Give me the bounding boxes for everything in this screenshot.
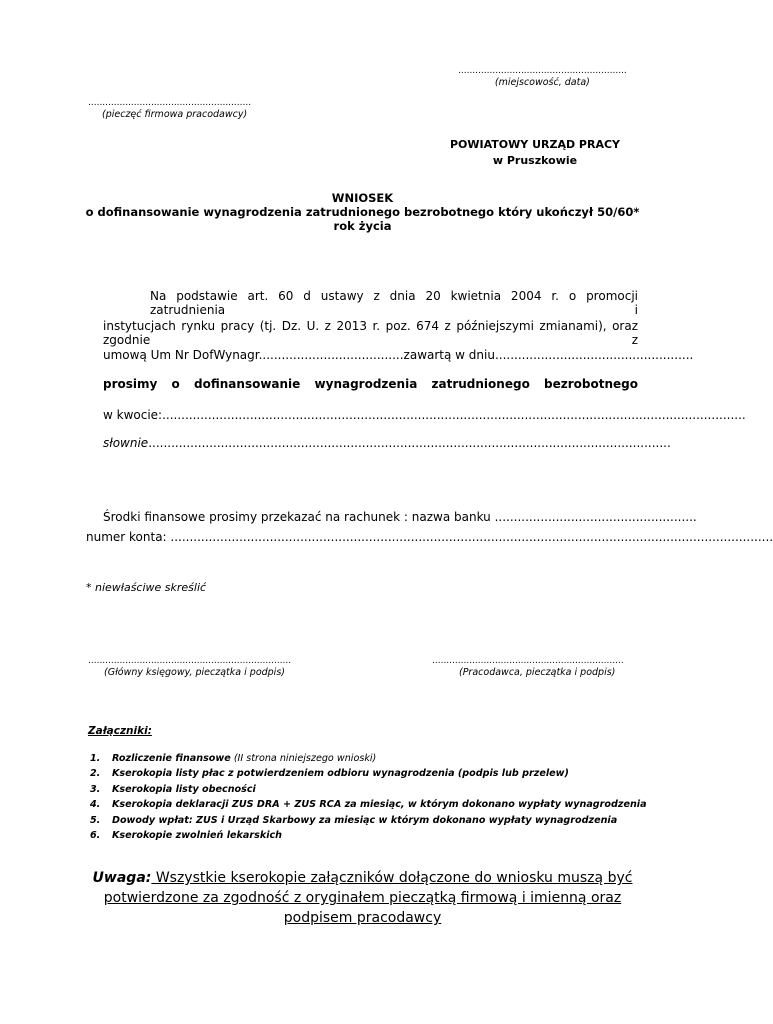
list-item: 1. Rozliczenie finansowe (II strona niniejszego wnioski) — [90, 753, 377, 764]
place-date-field[interactable] — [458, 66, 627, 88]
note-label: Uwaga: — [92, 870, 152, 886]
amount-in-words-dots: ......................................................................................................................................... — [148, 436, 671, 450]
account-number-field[interactable]: numer konta: .............................................................................................................................................................. — [86, 530, 773, 544]
title-line-1: WNIOSEK — [331, 191, 394, 205]
agreement-field[interactable]: umową Um Nr DofWynagr......................................zawartą w dniu.................................................... — [103, 348, 694, 362]
body-line-1: Na podstawie art. 60 d ustawy z dnia 20 kwietnia 2004 r. o promocji zatrudnienia i — [150, 289, 638, 317]
attachments-list — [90, 751, 647, 843]
bank-name-field[interactable]: Środki finansowe prosimy przekazać na rachunek : nazwa banku ..................................................... — [103, 510, 697, 524]
place-date-dots: ........................................................... — [458, 66, 627, 76]
accountant-signature-field[interactable] — [88, 656, 291, 678]
employer-signature-dots: ................................................................... — [432, 656, 624, 666]
footnote: * niewłaściwe skreślić — [86, 581, 207, 594]
title-line-3: rok życia — [333, 219, 392, 233]
body-line-2: instytucjach rynku pracy (tj. Dz. U. z 2013 r. poz. 674 z późniejszymi zmianami), oraz zgodnie z — [103, 319, 638, 347]
list-item: 4. Kserokopia deklaracji ZUS DRA + ZUS RCA za miesiąc, w którym dokonano wypłaty wynagrodzenia — [90, 799, 647, 811]
list-item: 3. Kserokopia listy obecności — [90, 783, 256, 795]
list-item: 6. Kserokopie zwolnień lekarskich — [90, 829, 283, 841]
office-name: POWIATOWY URZĄD PRACY — [449, 138, 621, 151]
request-statement: prosimy o dofinansowanie wynagrodzenia zatrudnionego bezrobotnego — [103, 377, 638, 391]
company-stamp-dots: ......................................................... — [88, 98, 252, 108]
amount-field[interactable]: w kwocie:......................................................................................................................................................... — [103, 408, 746, 422]
place-date-caption: (miejscowość, data) — [494, 77, 590, 88]
accountant-signature-dots: ....................................................................... — [88, 656, 292, 666]
attachments-heading: Załączniki: — [88, 725, 152, 737]
company-stamp-field[interactable] — [88, 98, 251, 120]
employer-signature-caption: (Pracodawca, pieczątka i podpis) — [459, 667, 616, 678]
accountant-signature-caption: (Główny księgowy, pieczątka i podpis) — [104, 667, 285, 678]
office-addressee — [400, 137, 670, 169]
list-item: 2. Kserokopia listy płac z potwierdzeniem odbioru wynagrodzenia (podpis lub przelew) — [90, 768, 569, 780]
document-title — [60, 191, 665, 233]
employer-signature-field[interactable] — [432, 656, 624, 678]
company-stamp-caption: (pieczęć firmowa pracodawcy) — [102, 109, 248, 120]
list-item: 5. Dowody wpłat: ZUS i Urząd Skarbowy za miesiąc w którym dokonano wypłaty wynagrodzenia — [90, 814, 618, 826]
office-city: w Pruszkowie — [492, 154, 578, 167]
note-text: Wszystkie kserokopie załączników dołączone do wniosku muszą być potwierdzone za zgodność z oryginałem pieczątką firmową i imienną oraz podpisem pracodawcy — [103, 870, 633, 926]
important-note — [70, 868, 655, 928]
amount-in-words-label: słownie — [103, 436, 149, 450]
amount-in-words-field[interactable] — [103, 436, 671, 450]
title-line-2: o dofinansowanie wynagrodzenia zatrudnionego bezrobotnego który ukończył 50/60* — [85, 205, 640, 219]
